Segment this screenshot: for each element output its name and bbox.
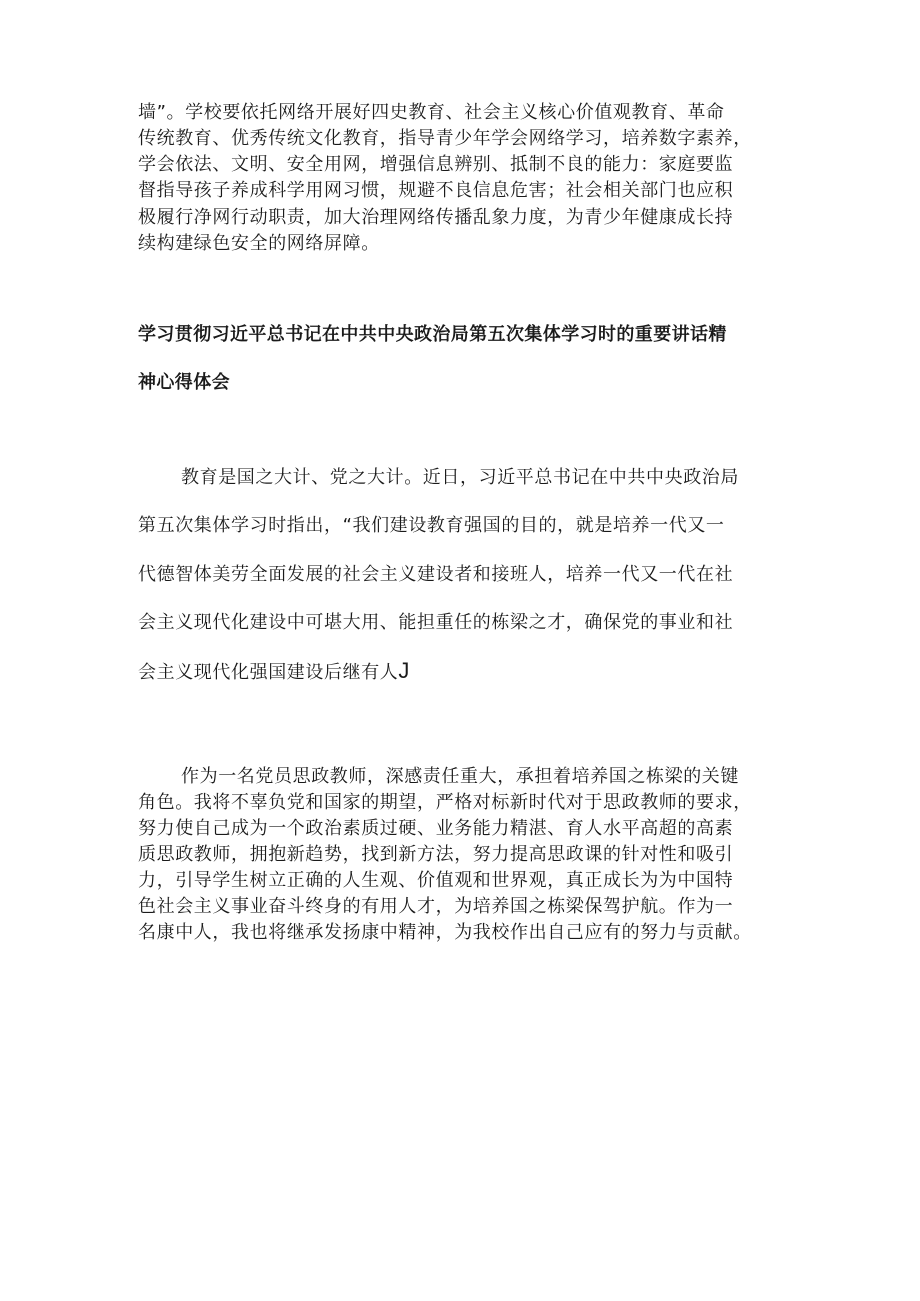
paragraph-line-text: 会主义现代化强国建设后继有人 (138, 662, 399, 683)
closing-mark: J (398, 658, 410, 683)
paragraph-line: 督指导孩子养成科学用网习惯，规避不良信息危害；社会相关部门也应积 (138, 180, 734, 201)
heading-line: 学习贯彻习近平总书记在中共中央政治局第五次集体学习时的重要讲话精 (138, 324, 727, 345)
paragraph-line: 角色。我将不辜负党和国家的期望，严格对标新时代对于思政教师的要求， (138, 792, 752, 813)
paragraph-line: 学会依法、文明、安全用网，增强信息辨别、抵制不良的能力：家庭要监 (138, 154, 734, 175)
paragraph-line: 代德智体美劳全面发展的社会主义建设者和接班人，培养一代又一代在社 (138, 564, 734, 585)
paragraph-line: 续构建绿色安全的网络屏障。 (138, 233, 380, 254)
heading-line: 神心得体会 (138, 372, 230, 393)
paragraph-line: 墙”。学校要依托网络开展好四史教育、社会主义核心价值观教育、革命 (138, 102, 725, 123)
paragraph-line: 色社会主义事业奋斗终身的有用人才，为培养国之栋梁保驾护航。作为一 (138, 896, 734, 917)
paragraph-line: 传统教育、优秀传统文化教育，指导青少年学会网络学习，培养数字素养， (138, 128, 752, 149)
paragraph-line: 会主义现代化建设中可堪大用、能担重任的栋梁之才，确保党的事业和社 (138, 612, 734, 633)
paragraph-line: 第五次集体学习时指出，“我们建设教育强国的目的，就是培养一代又一 (138, 515, 725, 536)
paragraph-line: 名康中人，我也将继承发扬康中精神，为我校作出自己应有的努力与贡献。 (138, 922, 752, 943)
paragraph-line-last (138, 659, 409, 685)
paragraph-line: 教育是国之大计、党之大计。近日，习近平总书记在中共中央政治局 (181, 467, 739, 488)
paragraph-line: 作为一名党员思政教师，深感责任重大，承担着培养国之栋梁的关键 (181, 766, 739, 787)
paragraph-line: 力，引导学生树立正确的人生观、价值观和世界观，真正成长为为中国特 (138, 870, 734, 891)
paragraph-line: 质思政教师，拥抱新趋势，找到新方法，努力提高思政课的针对性和吸引 (138, 844, 734, 865)
paragraph-line: 极履行净网行动职责，加大治理网络传播乱象力度，为青少年健康成长持 (138, 207, 734, 228)
paragraph-line: 努力使自己成为一个政治素质过硬、业务能力精湛、育人水平高超的高素 (138, 818, 734, 839)
